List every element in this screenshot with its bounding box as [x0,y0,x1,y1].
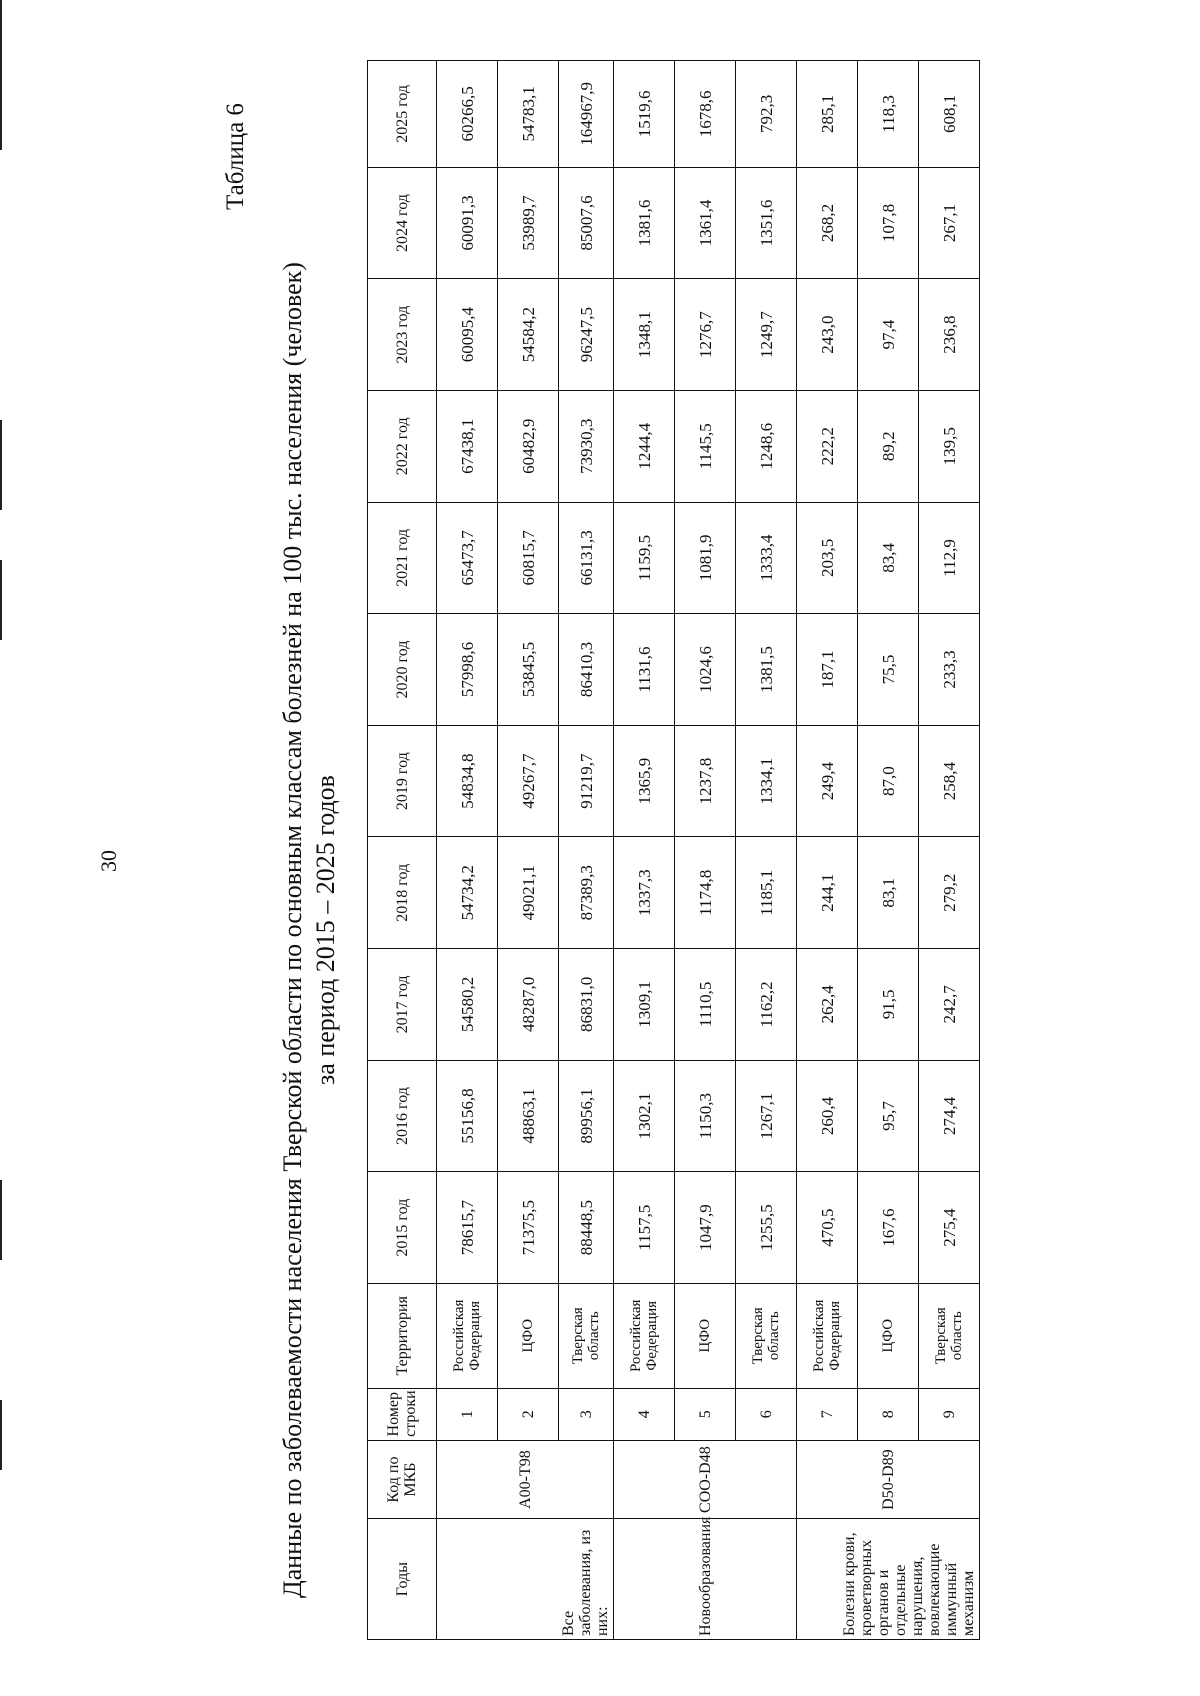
value-cell: 1047,9 [675,1172,736,1284]
value-cell: 164967,9 [559,61,614,168]
value-cell: 1365,9 [614,725,675,837]
value-cell: 1145,5 [675,390,736,502]
header-year: 2022 год [368,390,437,502]
header-year: 2023 год [368,279,437,391]
territory: Российская Федерация [614,1283,675,1388]
value-cell: 97,4 [858,279,919,391]
value-cell: 73930,3 [559,390,614,502]
header-code: Код по МКБ [368,1440,437,1518]
value-cell: 60815,7 [498,502,559,614]
value-cell: 1302,1 [614,1060,675,1172]
value-cell: 167,6 [858,1172,919,1284]
value-cell: 470,5 [797,1172,858,1284]
header-year: 2019 год [368,725,437,837]
value-cell: 1150,3 [675,1060,736,1172]
value-cell: 1348,1 [614,279,675,391]
value-cell: 1174,8 [675,837,736,949]
value-cell: 107,8 [858,167,919,279]
value-cell: 1678,6 [675,61,736,168]
header-group: Годы [368,1519,437,1640]
value-cell: 48863,1 [498,1060,559,1172]
value-cell: 285,1 [797,61,858,168]
value-cell: 1159,5 [614,502,675,614]
territory: Тверская область [559,1283,614,1388]
group-name: Все заболевания, из них: [437,1519,614,1640]
row-number: 8 [858,1388,919,1440]
value-cell: 1248,6 [736,390,797,502]
table-row [614,61,675,1640]
value-cell: 48287,0 [498,949,559,1061]
group-name: Болезни крови, кроветворных органов и отдельные нарушения, вовлекающие иммунный механизм [797,1519,980,1640]
value-cell: 1381,5 [736,614,797,726]
value-cell: 242,7 [919,949,980,1061]
icd-code: COO-D48 [614,1440,797,1518]
row-number: 5 [675,1388,736,1440]
header-territory: Территория [368,1283,437,1388]
value-cell: 86410,3 [559,614,614,726]
value-cell: 260,4 [797,1060,858,1172]
row-number: 1 [437,1388,498,1440]
value-cell: 71375,5 [498,1172,559,1284]
table-row [559,61,614,1640]
value-cell: 258,4 [919,725,980,837]
value-cell: 1337,3 [614,837,675,949]
value-cell: 1157,5 [614,1172,675,1284]
table-row [919,61,980,1640]
value-cell: 1185,1 [736,837,797,949]
value-cell: 244,1 [797,837,858,949]
value-cell: 89956,1 [559,1060,614,1172]
value-cell: 54834,8 [437,725,498,837]
territory: ЦФО [498,1283,559,1388]
value-cell: 87389,3 [559,837,614,949]
header-year: 2025 год [368,61,437,168]
value-cell: 275,4 [919,1172,980,1284]
value-cell: 75,5 [858,614,919,726]
value-cell: 249,4 [797,725,858,837]
value-cell: 86831,0 [559,949,614,1061]
page-number: 30 [96,850,121,872]
table-row [675,61,736,1640]
value-cell: 1131,6 [614,614,675,726]
value-cell: 95,7 [858,1060,919,1172]
value-cell: 91219,7 [559,725,614,837]
table-row [797,61,858,1640]
value-cell: 83,4 [858,502,919,614]
header-year: 2015 год [368,1172,437,1284]
table-row [437,61,498,1640]
value-cell: 267,1 [919,167,980,279]
value-cell: 1351,6 [736,167,797,279]
header-year: 2020 год [368,614,437,726]
value-cell: 65473,7 [437,502,498,614]
group-name: Новообразования [614,1519,797,1640]
value-cell: 1267,1 [736,1060,797,1172]
value-cell: 1162,2 [736,949,797,1061]
value-cell: 233,3 [919,614,980,726]
value-cell: 1519,6 [614,61,675,168]
value-cell: 54584,2 [498,279,559,391]
value-cell: 268,2 [797,167,858,279]
value-cell: 1024,6 [675,614,736,726]
row-number: 7 [797,1388,858,1440]
value-cell: 792,3 [736,61,797,168]
title-line-2: за период 2015 – 2025 годов [311,775,340,1085]
value-cell: 66131,3 [559,502,614,614]
value-cell: 1334,1 [736,725,797,837]
header-year: 2018 год [368,837,437,949]
value-cell: 78615,7 [437,1172,498,1284]
morbidity-table [367,60,980,1640]
territory: ЦФО [675,1283,736,1388]
value-cell: 67438,1 [437,390,498,502]
value-cell: 1237,8 [675,725,736,837]
value-cell: 54734,2 [437,837,498,949]
value-cell: 89,2 [858,390,919,502]
value-cell: 54783,1 [498,61,559,168]
value-cell: 203,5 [797,502,858,614]
value-cell: 88448,5 [559,1172,614,1284]
table-title [276,180,342,1680]
territory: Тверская область [919,1283,980,1388]
value-cell: 262,4 [797,949,858,1061]
value-cell: 1255,5 [736,1172,797,1284]
header-row [368,61,437,1640]
value-cell: 60482,9 [498,390,559,502]
territory: Российская Федерация [437,1283,498,1388]
value-cell: 60091,3 [437,167,498,279]
value-cell: 54580,2 [437,949,498,1061]
territory: Тверская область [736,1283,797,1388]
value-cell: 1361,4 [675,167,736,279]
value-cell: 60095,4 [437,279,498,391]
title-line-1: Данные по заболеваемости населения Тверской области по основным классам болезней на 100 тыс. населения (человек) [278,262,307,1598]
value-cell: 1381,6 [614,167,675,279]
territory: ЦФО [858,1283,919,1388]
row-number: 9 [919,1388,980,1440]
value-cell: 1333,4 [736,502,797,614]
value-cell: 1276,7 [675,279,736,391]
header-year: 2024 год [368,167,437,279]
value-cell: 222,2 [797,390,858,502]
value-cell: 60266,5 [437,61,498,168]
value-cell: 1309,1 [614,949,675,1061]
row-number: 2 [498,1388,559,1440]
table-row [858,61,919,1640]
value-cell: 53845,5 [498,614,559,726]
value-cell: 49021,1 [498,837,559,949]
icd-code: D50-D89 [797,1440,980,1518]
value-cell: 1244,4 [614,390,675,502]
value-cell: 55156,8 [437,1060,498,1172]
header-row-number: Номер строки [368,1388,437,1440]
value-cell: 96247,5 [559,279,614,391]
value-cell: 608,1 [919,61,980,168]
value-cell: 112,9 [919,502,980,614]
value-cell: 187,1 [797,614,858,726]
value-cell: 49267,7 [498,725,559,837]
table-label: Таблица 6 [222,103,249,210]
header-year: 2017 год [368,949,437,1061]
value-cell: 83,1 [858,837,919,949]
row-number: 6 [736,1388,797,1440]
value-cell: 1249,7 [736,279,797,391]
row-number: 3 [559,1388,614,1440]
value-cell: 1081,9 [675,502,736,614]
value-cell: 53989,7 [498,167,559,279]
value-cell: 274,4 [919,1060,980,1172]
value-cell: 85007,6 [559,167,614,279]
value-cell: 91,5 [858,949,919,1061]
territory: Российская Федерация [797,1283,858,1388]
row-number: 4 [614,1388,675,1440]
value-cell: 1110,5 [675,949,736,1061]
header-year: 2016 год [368,1060,437,1172]
table-row [498,61,559,1640]
value-cell: 279,2 [919,837,980,949]
value-cell: 118,3 [858,61,919,168]
table-row [736,61,797,1640]
value-cell: 236,8 [919,279,980,391]
value-cell: 87,0 [858,725,919,837]
header-year: 2021 год [368,502,437,614]
value-cell: 243,0 [797,279,858,391]
value-cell: 57998,6 [437,614,498,726]
value-cell: 139,5 [919,390,980,502]
icd-code: A00-T98 [437,1440,614,1518]
